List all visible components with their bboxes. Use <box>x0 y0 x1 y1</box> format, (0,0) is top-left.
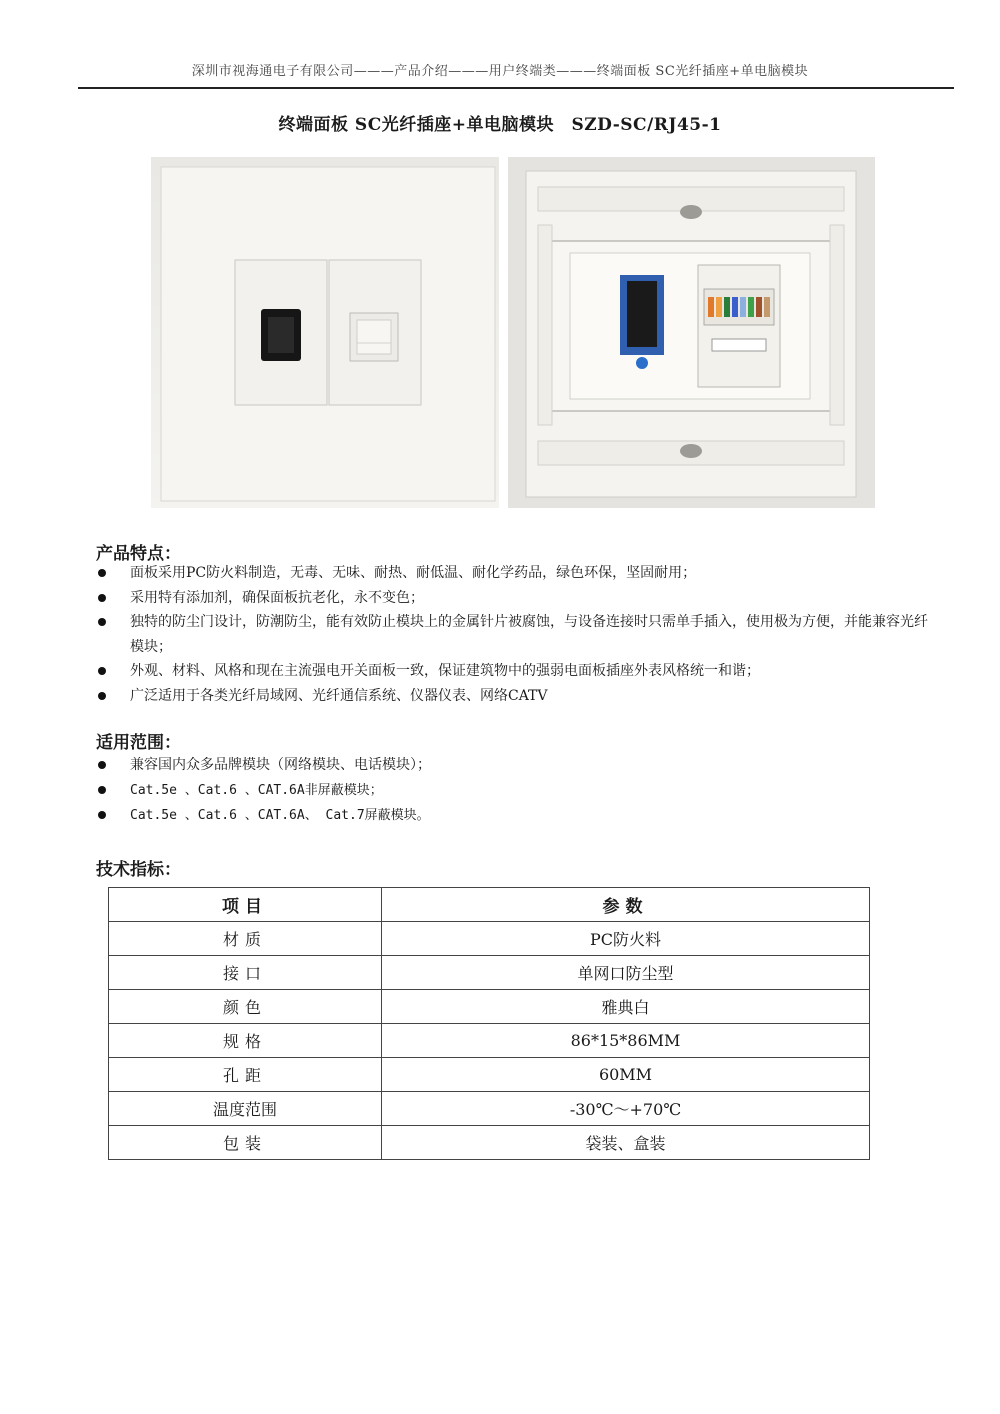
list-item: 外观、材料、风格和现在主流强电开关面板一致，保证建筑物中的强弱电面板插座外表风格统一和谐； <box>96 659 936 684</box>
list-item: 广泛适用于各类光纤局域网、光纤通信系统、仪器仪表、网络CATV <box>96 684 936 709</box>
table-header-row <box>109 888 870 922</box>
row-param: 86*15*86MM <box>382 1024 870 1058</box>
list-item: 采用特有添加剂，确保面板抗老化，永不变色； <box>96 586 936 611</box>
header-divider <box>78 87 954 89</box>
table-row <box>109 922 870 956</box>
panel-back-photo <box>508 157 875 508</box>
row-param: 单网口防尘型 <box>382 956 870 990</box>
table-row <box>109 1058 870 1092</box>
features-list <box>96 561 936 708</box>
row-param: -30℃～+70℃ <box>382 1092 870 1126</box>
document-title: 终端面板 SC光纤插座+单电脑模块 SZD-SC/RJ45-1 <box>278 115 722 135</box>
list-item: 兼容国内众多品牌模块（网络模块、电话模块）； <box>96 753 936 778</box>
table-row <box>109 956 870 990</box>
row-param: 60MM <box>382 1058 870 1092</box>
row-param: PC防火料 <box>382 922 870 956</box>
specs-heading: 技术指标： <box>96 860 181 880</box>
scope-heading: 适用范围： <box>96 733 181 753</box>
list-item: 独特的防尘门设计，防潮防尘，能有效防止模块上的金属针片被腐蚀，与设备连接时只需单手插入，使用极为方便，并能兼容光纤模块； <box>96 610 936 659</box>
row-item: 孔距 <box>109 1058 382 1092</box>
bullet-dot <box>98 569 106 577</box>
features-heading: 产品特点： <box>96 544 181 564</box>
list-item: Cat.5e 、Cat.6 、CAT.6A、 Cat.7屏蔽模块。 <box>96 803 936 829</box>
row-item: 接口 <box>109 956 382 990</box>
table-row <box>109 1126 870 1160</box>
column-header-item: 项目 <box>109 888 382 922</box>
scope-list <box>96 753 936 829</box>
row-item: 颜色 <box>109 990 382 1024</box>
bullet-dot <box>98 618 106 626</box>
bullet-dot <box>98 692 106 700</box>
specs-table <box>108 887 870 1160</box>
table-row <box>109 1092 870 1126</box>
header-breadcrumb: 深圳市视海通电子有限公司———产品介绍———用户终端类———终端面板 SC光纤插座+单电脑模块 <box>191 64 809 79</box>
row-item: 规格 <box>109 1024 382 1058</box>
bullet-dot <box>98 811 106 819</box>
row-param: 袋装、盒装 <box>382 1126 870 1160</box>
panel-front-photo <box>151 157 499 508</box>
row-item: 材质 <box>109 922 382 956</box>
bullet-dot <box>98 786 106 794</box>
bullet-dot <box>98 594 106 602</box>
column-header-param: 参数 <box>382 888 870 922</box>
bullet-dot <box>98 761 106 769</box>
row-item: 温度范围 <box>109 1092 382 1126</box>
list-item: Cat.5e 、Cat.6 、CAT.6A非屏蔽模块； <box>96 778 936 804</box>
table-row <box>109 1024 870 1058</box>
bullet-dot <box>98 667 106 675</box>
row-item: 包装 <box>109 1126 382 1160</box>
table-row <box>109 990 870 1024</box>
list-item: 面板采用PC防火料制造，无毒、无味、耐热、耐低温、耐化学药品，绿色环保，坚固耐用； <box>96 561 936 586</box>
row-param: 雅典白 <box>382 990 870 1024</box>
